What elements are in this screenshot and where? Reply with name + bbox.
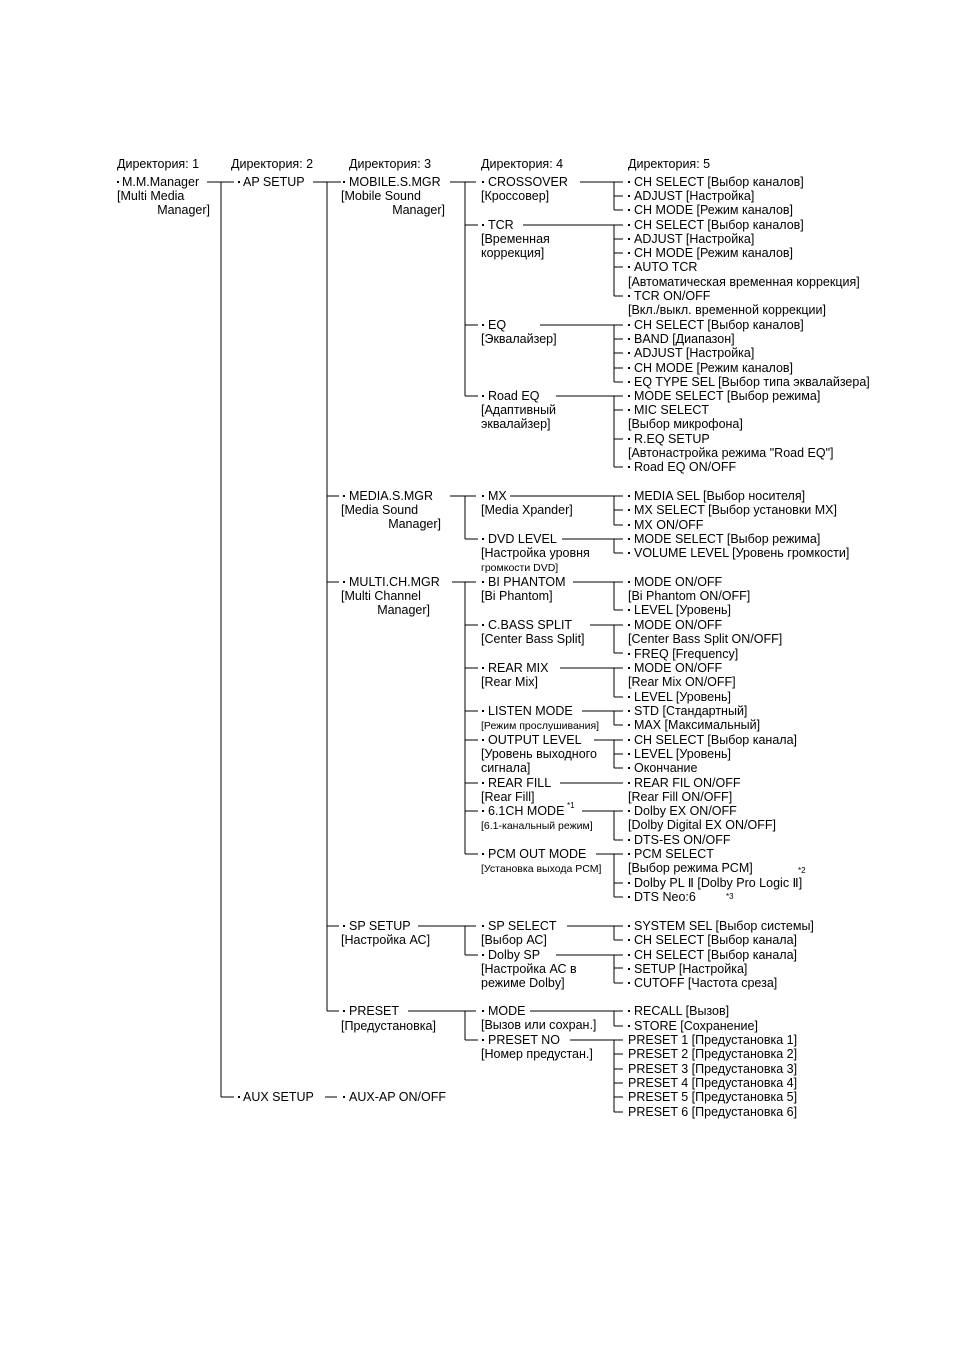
dir4-label: Road EQ <box>488 389 540 403</box>
dir5-item: Road EQ ON/OFF <box>634 460 737 474</box>
dir1-sub: Manager] <box>157 203 210 217</box>
bullet-dot <box>628 367 630 369</box>
dir4-label: PRESET NO <box>488 1033 561 1047</box>
dir4-label: CROSSOVER <box>488 175 568 189</box>
bullet-dot <box>628 252 630 254</box>
dir5-item: MAX [Максимальный] <box>634 718 761 732</box>
dir5-item: CH MODE [Режим каналов] <box>634 246 794 260</box>
dir4-sub: коррекция] <box>481 246 545 260</box>
bullet-dot <box>628 495 630 497</box>
bullet-dot <box>628 409 630 411</box>
dir5-item: PRESET 4 [Предустановка 4] <box>628 1076 798 1090</box>
bullet-dot <box>343 925 345 927</box>
dir5-item: [Rear Mix ON/OFF] <box>628 675 736 689</box>
column-header: Директория: 1 <box>117 157 200 171</box>
dir5-item: PRESET 6 [Предустановка 6] <box>628 1105 798 1119</box>
dir4-sub: [Rear Mix] <box>481 675 538 689</box>
dir4-sub: [Media Xpander] <box>481 503 573 517</box>
bullet-dot <box>628 324 630 326</box>
bullet-dot <box>482 324 484 326</box>
bullet-dot <box>628 968 630 970</box>
dir5-item: PRESET 2 [Предустановка 2] <box>628 1047 798 1061</box>
dir4-sub: [Временная <box>481 232 550 246</box>
bullet-dot <box>343 181 345 183</box>
dir4-label: LISTEN MODE <box>488 704 573 718</box>
bullet-dot <box>628 753 630 755</box>
bullet-dot <box>343 495 345 497</box>
dir5-item: MODE SELECT [Выбор режима] <box>634 532 821 546</box>
dir4-label: 6.1CH MODE <box>488 804 565 818</box>
dir3-label: PRESET <box>349 1004 400 1018</box>
dir5-item: STD [Стандартный] <box>634 704 748 718</box>
dir4-label: MX <box>488 489 507 503</box>
dir4-label: PCM OUT MODE <box>488 847 587 861</box>
dir3-sub: [Multi Channel <box>341 589 421 603</box>
dir4-label: SP SELECT <box>488 919 557 933</box>
dir5-item: SYSTEM SEL [Выбор системы] <box>634 919 814 933</box>
bullet-dot <box>628 395 630 397</box>
dir3-sub: [Предустановка] <box>341 1019 436 1033</box>
dir4-label: BI PHANTOM <box>488 575 566 589</box>
dir4-sub: [Кроссовер] <box>481 189 550 203</box>
dir4-label: REAR FILL <box>488 776 552 790</box>
bullet-dot <box>628 982 630 984</box>
bullet-dot <box>628 696 630 698</box>
bullet-dot <box>482 710 484 712</box>
bullet-dot <box>628 653 630 655</box>
dir5-item: CH SELECT [Выбор канала] <box>634 733 798 747</box>
dir4-sub: [Уровень выходного <box>481 747 597 761</box>
bullet-dot <box>628 1010 630 1012</box>
dir5-item: MEDIA SEL [Выбор носителя] <box>634 489 806 503</box>
dir4-sub: [Center Bass Split] <box>481 632 585 646</box>
bullet-dot <box>628 896 630 898</box>
dir5-item: CH MODE [Режим каналов] <box>634 361 794 375</box>
bullet-dot <box>628 209 630 211</box>
column-header: Директория: 4 <box>481 157 564 171</box>
dir2-label: AUX SETUP <box>243 1090 314 1104</box>
bullet-dot <box>628 195 630 197</box>
footnote-mark: *3 <box>726 892 734 901</box>
bullet-dot <box>628 224 630 226</box>
bullet-dot <box>628 609 630 611</box>
dir4-sub: сигнала] <box>481 761 531 775</box>
bullet-dot <box>628 466 630 468</box>
bullet-dot <box>343 581 345 583</box>
bullet-dot <box>238 1096 240 1098</box>
dir1-sub: [Multi Media <box>117 189 185 203</box>
dir5-item: MODE ON/OFF <box>634 575 723 589</box>
dir5-item: Dolby PL Ⅱ [Dolby Pro Logic Ⅱ] <box>634 876 803 890</box>
bullet-dot <box>628 839 630 841</box>
bullet-dot <box>482 538 484 540</box>
dir5-item: R.EQ SETUP <box>634 432 710 446</box>
bullet-dot <box>628 266 630 268</box>
bullet-dot <box>628 739 630 741</box>
dir5-item: CH SELECT [Выбор канала] <box>634 948 798 962</box>
footnote-mark: *1 <box>567 801 575 810</box>
bullet-dot <box>117 181 119 183</box>
dir4-sub: [Вызов или сохран.] <box>481 1018 597 1032</box>
dir5-item: SETUP [Настройка] <box>634 962 748 976</box>
dir5-item: ADJUST [Настройка] <box>634 189 755 203</box>
dir4-label: TCR <box>488 218 514 232</box>
bullet-dot <box>482 954 484 956</box>
dir3-label: AUX-AP ON/OFF <box>349 1090 447 1104</box>
bullet-dot <box>482 853 484 855</box>
bullet-dot <box>628 524 630 526</box>
bullet-dot <box>482 624 484 626</box>
bullet-dot <box>628 667 630 669</box>
bullet-dot <box>628 710 630 712</box>
bullet-dot <box>482 581 484 583</box>
dir4-label: C.BASS SPLIT <box>488 618 573 632</box>
dir5-item: [Вкл./выкл. временной коррекции] <box>628 303 826 317</box>
bullet-dot <box>628 939 630 941</box>
bullet-dot <box>628 552 630 554</box>
bullet-dot <box>628 782 630 784</box>
bullet-dot <box>628 181 630 183</box>
dir5-item: AUTO TCR <box>634 260 698 274</box>
dir4-label: EQ <box>488 318 507 332</box>
column-header: Директория: 5 <box>628 157 711 171</box>
dir1-label: M.M.Manager <box>122 175 200 189</box>
dir5-item: TCR ON/OFF <box>634 289 711 303</box>
dir4-label: MODE <box>488 1004 526 1018</box>
dir5-item: [Bi Phantom ON/OFF] <box>628 589 751 603</box>
bullet-dot <box>628 624 630 626</box>
bullet-dot <box>628 767 630 769</box>
bullet-dot <box>628 295 630 297</box>
dir3-label: SP SETUP <box>349 919 411 933</box>
dir5-item: LEVEL [Уровень] <box>634 603 732 617</box>
bullet-dot <box>628 882 630 884</box>
bullet-dot <box>482 1039 484 1041</box>
dir4-sub: [Установка выхода PCM] <box>481 863 602 875</box>
dir5-item: CH MODE [Режим каналов] <box>634 203 794 217</box>
dir5-item: PRESET 1 [Предустановка 1] <box>628 1033 798 1047</box>
dir3-label: MOBILE.S.MGR <box>349 175 441 189</box>
dir5-item: [Rear Fill ON/OFF] <box>628 790 733 804</box>
dir5-item: [Автоматическая временная коррекция] <box>628 275 860 289</box>
dir5-item: MIC SELECT <box>634 403 710 417</box>
bullet-dot <box>628 954 630 956</box>
bullet-dot <box>482 739 484 741</box>
dir3-sub: [Mobile Sound <box>341 189 421 203</box>
bullet-dot <box>343 1010 345 1012</box>
dir5-item: LEVEL [Уровень] <box>634 747 732 761</box>
column-header: Директория: 3 <box>349 157 432 171</box>
bullet-dot <box>628 538 630 540</box>
bullet-dot <box>628 381 630 383</box>
bullet-dot <box>628 581 630 583</box>
dir4-sub: [Настройка уровня <box>481 546 590 560</box>
bullet-dot <box>628 438 630 440</box>
dir4-sub: [Выбор АС] <box>481 933 547 947</box>
dir5-item: [Выбор микрофона] <box>628 417 743 431</box>
dir4-label: OUTPUT LEVEL <box>488 733 582 747</box>
dir5-item: MODE ON/OFF <box>634 661 723 675</box>
bullet-dot <box>482 782 484 784</box>
dir2-label: AP SETUP <box>243 175 305 189</box>
dir5-item: MX SELECT [Выбор установки MX] <box>634 503 837 517</box>
dir5-item: RECALL [Вызов] <box>634 1004 730 1018</box>
dir5-item: PRESET 5 [Предустановка 5] <box>628 1090 798 1104</box>
dir3-sub: [Настройка АС] <box>341 933 431 947</box>
dir4-sub: громкости DVD] <box>481 562 559 574</box>
bullet-dot <box>628 1025 630 1027</box>
dir3-sub: Manager] <box>392 203 445 217</box>
bullet-dot <box>482 224 484 226</box>
dir5-item: REAR FIL ON/OFF <box>634 776 741 790</box>
bullet-dot <box>628 853 630 855</box>
dir5-item: [Center Bass Split ON/OFF] <box>628 632 783 646</box>
bullet-dot <box>482 181 484 183</box>
dir5-item: CUTOFF [Частота среза] <box>634 976 778 990</box>
bullet-dot <box>628 925 630 927</box>
dir5-item: Dolby EX ON/OFF <box>634 804 737 818</box>
dir5-item: MODE ON/OFF <box>634 618 723 632</box>
dir5-item: ADJUST [Настройка] <box>634 346 755 360</box>
dir4-label: DVD LEVEL <box>488 532 557 546</box>
dir5-item: DTS-ES ON/OFF <box>634 833 731 847</box>
bullet-dot <box>343 1096 345 1098</box>
bullet-dot <box>482 925 484 927</box>
bullet-dot <box>628 238 630 240</box>
dir3-sub: Manager] <box>388 517 441 531</box>
dir3-sub: [Media Sound <box>341 503 419 517</box>
bullet-dot <box>482 667 484 669</box>
bullet-dot <box>238 181 240 183</box>
dir4-sub: [Rear Fill] <box>481 790 535 804</box>
dir5-item: MX ON/OFF <box>634 518 704 532</box>
dir5-item: [Автонастройка режима "Road EQ"] <box>628 446 834 460</box>
dir5-item: CH SELECT [Выбор канала] <box>634 933 798 947</box>
dir4-label: Dolby SP <box>488 948 541 962</box>
dir5-item: BAND [Диапазон] <box>634 332 735 346</box>
dir5-item: EQ TYPE SEL [Выбор типа эквалайзера] <box>634 375 870 389</box>
bullet-dot <box>482 495 484 497</box>
dir5-item: CH SELECT [Выбор каналов] <box>634 218 804 232</box>
bullet-dot <box>628 509 630 511</box>
dir5-item: PCM SELECT <box>634 847 714 861</box>
dir4-sub: [Эквалайзер] <box>481 332 557 346</box>
bullet-dot <box>482 1010 484 1012</box>
dir4-sub: режиме Dolby] <box>481 976 565 990</box>
dir4-sub: эквалайзер] <box>481 417 551 431</box>
bullet-dot <box>628 352 630 354</box>
dir5-item: PRESET 3 [Предустановка 3] <box>628 1062 798 1076</box>
dir5-item: DTS Neo:6 <box>634 890 696 904</box>
dir4-sub: [Номер предустан.] <box>481 1047 593 1061</box>
bullet-dot <box>482 810 484 812</box>
dir5-item: [Выбор режима PCM] <box>628 861 753 875</box>
bullet-dot <box>628 810 630 812</box>
bullet-dot <box>628 338 630 340</box>
dir4-sub: [6.1-канальный режим] <box>481 820 593 832</box>
dir4-sub: [Bi Phantom] <box>481 589 553 603</box>
dir3-label: MULTI.CH.MGR <box>349 575 440 589</box>
dir5-item: VOLUME LEVEL [Уровень громкости] <box>634 546 850 560</box>
dir5-item: ADJUST [Настройка] <box>634 232 755 246</box>
dir4-label: REAR MIX <box>488 661 549 675</box>
dir5-item: CH SELECT [Выбор каналов] <box>634 318 804 332</box>
bullet-dot <box>482 395 484 397</box>
column-header: Директория: 2 <box>231 157 314 171</box>
dir4-sub: [Адаптивный <box>481 403 557 417</box>
dir5-item: FREQ [Frequency] <box>634 647 739 661</box>
dir5-item: Окончание <box>634 761 698 775</box>
dir5-item: [Dolby Digital EX ON/OFF] <box>628 818 776 832</box>
dir5-item: STORE [Сохранение] <box>634 1019 758 1033</box>
dir4-sub: [Настройка АС в <box>481 962 577 976</box>
footnote-mark: *2 <box>798 866 806 875</box>
dir3-label: MEDIA.S.MGR <box>349 489 434 503</box>
bullet-dot <box>628 724 630 726</box>
dir4-sub: [Режим прослушивания] <box>481 720 600 732</box>
dir5-item: LEVEL [Уровень] <box>634 690 732 704</box>
dir5-item: CH SELECT [Выбор каналов] <box>634 175 804 189</box>
dir3-sub: Manager] <box>377 603 430 617</box>
dir5-item: MODE SELECT [Выбор режима] <box>634 389 821 403</box>
tree-labels <box>117 157 870 1119</box>
